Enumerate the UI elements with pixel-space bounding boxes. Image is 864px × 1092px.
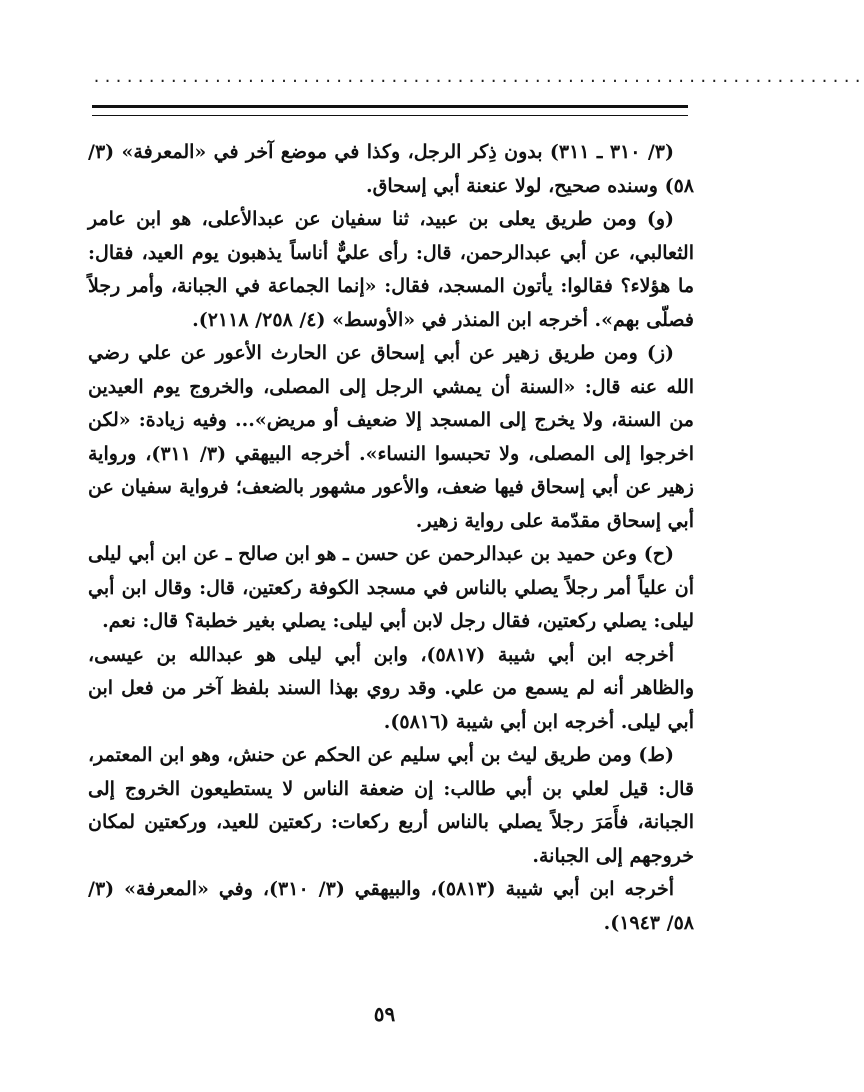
paragraph-zay: (ز) ومن طريق زهير عن أبي إسحاق عن الحارث الأعور عن علي رضي الله عنه قال: «السنة أن يمشي الرجل إلى المصلى، والخروج يوم العيدين من السنة، ولا يخرج إلى المسجد إلا ضعيف أو مريض»... وفيه زيادة: «لكن اخرجوا إلى المصلى، ولا تحبسوا النساء». أخرجه البيهقي (٣/ ٣١١)، ورواية زهير عن أبي إسحاق فيها ضعف، والأعور مشهور بالضعف؛ فرواية سفيان عن أبي إسحاق مقدّمة على رواية زهير. bbox=[88, 342, 694, 532]
paragraph-ta: (ط) ومن طريق ليث بن أبي سليم عن الحكم عن حنش، وهو ابن المعتمر، قال: قيل لعلي بن أبي طالب: إن ضعفة الناس لا يستطيعون الخروج إلى الجبانة، فأَمَرَ رجلاً يصلي بالناس أربع ركعات: ركعتين للعيد، وركعتين لمكان خروجهم إلى الجبانة. bbox=[88, 744, 694, 867]
header-dotted-line: ...................................................................... bbox=[92, 68, 864, 86]
paragraph-ha-takhrij: أخرجه ابن أبي شيبة (٥٨١٧)، وابن أبي ليلى هو عبدالله بن عيسى، والظاهر أنه لم يسمع من علي. وقد روي بهذا السند بلفظ آخر من فعل ابن أبي ليلى. أخرجه ابن أبي شيبة (٥٨١٦). bbox=[88, 643, 694, 733]
page-body bbox=[88, 136, 694, 940]
header-rule-thick bbox=[92, 105, 688, 108]
paragraph-continuation: (٣/ ٣١٠ ـ ٣١١) بدون ذِكر الرجل، وكذا في موضع آخر في «المعرفة» (٣/ ٥٨) وسنده صحيح، لولا عنعنة أبي إسحاق. bbox=[88, 141, 694, 197]
page-number: ٥٩ bbox=[373, 1002, 396, 1026]
header-rule-thin bbox=[92, 115, 688, 116]
paragraph-ha: (ح) وعن حميد بن عبدالرحمن عن حسن ـ هو ابن صالح ـ عن ابن أبي ليلى أن علياً أمر رجلاً يصلي بالناس في مسجد الكوفة ركعتين، قال: وقال ابن أبي ليلى: يصلي ركعتين، فقال رجل لابن أبي ليلى: يصلي بغير خطبة؟ قال: نعم. bbox=[88, 543, 694, 632]
paragraph-waw: (و) ومن طريق يعلى بن عبيد، ثنا سفيان عن عبدالأعلى، هو ابن عامر الثعالبي، عن أبي عبدالرحمن، قال: رأى عليٌّ أناساً يذهبون يوم العيد، فقال: ما هؤلاء؟ فقالوا: يأتون المسجد، فقال: «إنما الجماعة في الجبانة، وأمر رجلاً فصلّى بهم». أخرجه ابن المنذر في «الأوسط» (٤/ ٢٥٨/ ٢١١٨). bbox=[88, 208, 694, 331]
paragraph-ta-takhrij: أخرجه ابن أبي شيبة (٥٨١٣)، والبيهقي (٣/ ٣١٠)، وفي «المعرفة» (٣/ ٥٨/ ١٩٤٣). bbox=[88, 878, 694, 934]
